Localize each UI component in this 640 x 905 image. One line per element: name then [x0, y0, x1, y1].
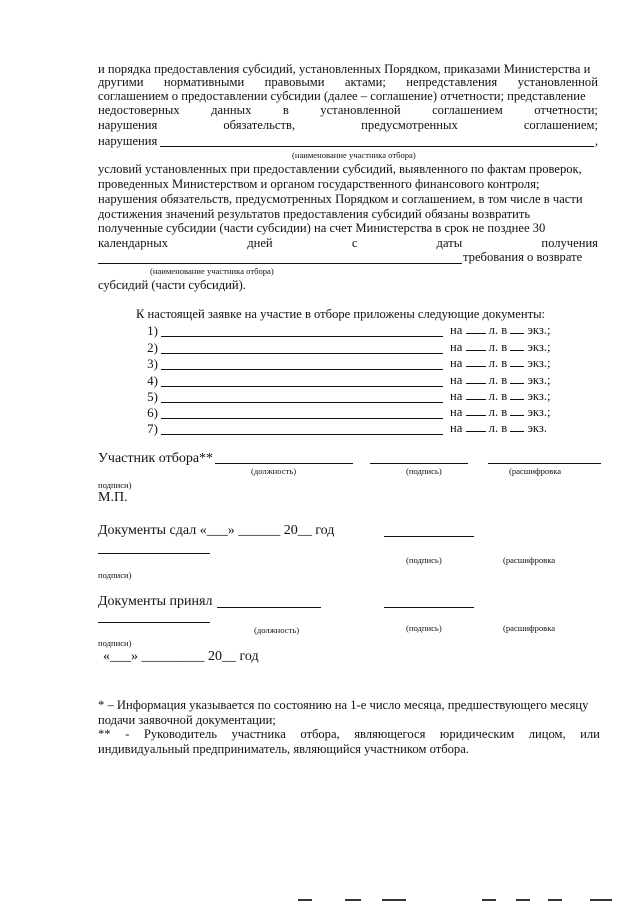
na-label: на [450, 405, 463, 419]
item-tail [450, 405, 550, 420]
decode-caption-end: подписи) [98, 570, 132, 580]
paragraph-line-10: достижения значений результатов предоставления субсидий обязаны возвратить [98, 207, 531, 221]
signature-caption: (подпись) [406, 623, 442, 633]
pages-field[interactable] [466, 421, 486, 432]
word: нарушения [98, 118, 158, 132]
word: актами; [344, 75, 386, 89]
footnote-2-line-2: индивидуальный предприниматель, являющийся участником отбора. [98, 742, 469, 756]
na-label: на [450, 373, 463, 387]
word: получения [541, 236, 598, 250]
paragraph-line-8: проведенных Министерством и органом государственного финансового контроля; [98, 177, 540, 191]
scan-artifact [548, 899, 562, 901]
participant-name-field[interactable] [160, 146, 594, 147]
l-label: л. в [488, 356, 508, 370]
word: дней [247, 236, 273, 250]
na-label: на [450, 323, 463, 337]
participant-name-caption: (наименование участника отбора) [292, 150, 416, 160]
participant-label: Участник отбора** [98, 451, 214, 466]
document-name-field[interactable] [161, 353, 443, 354]
pages-field[interactable] [466, 340, 486, 351]
footnote-1-line-1: * – Информация указывается по состоянию на 1-е число месяца, предшествующего месяцу [98, 698, 589, 712]
decode-caption: (расшифровка [503, 623, 556, 633]
decode-caption-end: подписи) [98, 480, 132, 490]
word: недостоверных [98, 103, 180, 117]
word: соглашением [432, 103, 503, 117]
paragraph-line-13-end: требования о возврате [463, 250, 583, 264]
item-number: 4) [147, 373, 158, 388]
word: являющегося [354, 727, 426, 741]
pages-field[interactable] [466, 356, 486, 367]
paragraph-line-12 [98, 236, 598, 250]
word: предусмотренных [361, 118, 458, 132]
l-label: л. в [488, 323, 508, 337]
na-label: на [450, 356, 463, 370]
item-tail [450, 421, 547, 436]
docs-received-label: Документы принял [98, 594, 213, 609]
copies-field[interactable] [510, 389, 524, 400]
item-tail [450, 356, 550, 371]
copies-field[interactable] [510, 356, 524, 367]
word: отчетности; [534, 103, 598, 117]
na-label: на [450, 389, 463, 403]
word: соглашением; [523, 118, 598, 132]
participant-name-field-2[interactable] [98, 263, 462, 264]
paragraph-line-3: соглашением о предоставлении субсидии (далее – соглашение) отчетности; представление [98, 89, 586, 103]
ekz-label: экз.; [527, 356, 551, 370]
position-caption: (должность) [251, 466, 297, 476]
pages-field[interactable] [466, 373, 486, 384]
pages-field[interactable] [466, 389, 486, 400]
paragraph-line-5 [98, 118, 598, 132]
participant-position-field[interactable] [215, 463, 353, 464]
l-label: л. в [488, 373, 508, 387]
document-name-field[interactable] [161, 434, 443, 435]
ekz-label: экз.; [527, 373, 551, 387]
paragraph-line-4 [98, 103, 598, 117]
copies-field[interactable] [510, 323, 524, 334]
scan-artifact [516, 899, 530, 901]
footnote-2-line-1 [98, 727, 600, 741]
item-tail [450, 323, 550, 338]
decode-caption-end: подписи) [98, 638, 132, 648]
word: в [282, 103, 289, 117]
decode-caption: (расшифровка [509, 466, 562, 476]
participant-name-caption-2: (наименование участника отбора) [150, 266, 274, 276]
ekz-label: экз.; [527, 323, 551, 337]
document-name-field[interactable] [161, 386, 443, 387]
signature-caption: (подпись) [406, 466, 442, 476]
word: даты [436, 236, 463, 250]
paragraph-line-7: условий установленных при предоставлении субсидий, выявленного по фактам проверок, [98, 162, 582, 176]
submitted-signature-field[interactable] [384, 536, 474, 537]
l-label: л. в [488, 340, 508, 354]
stamp-label: М.П. [98, 490, 128, 505]
word: правовыми [264, 75, 325, 89]
received-name-field[interactable] [217, 607, 321, 608]
word: данных [211, 103, 252, 117]
item-tail [450, 340, 550, 355]
word: участника [231, 727, 286, 741]
scan-artifact [345, 899, 361, 901]
word: или [580, 727, 600, 741]
item-number: 3) [147, 356, 158, 371]
item-number: 5) [147, 389, 158, 404]
word: установленной [517, 75, 598, 89]
document-name-field[interactable] [161, 336, 443, 337]
item-number: 6) [147, 405, 158, 420]
scan-artifact [298, 899, 312, 901]
scan-artifact [382, 899, 406, 901]
pages-field[interactable] [466, 405, 486, 416]
copies-field[interactable] [510, 421, 524, 432]
item-number: 7) [147, 421, 158, 436]
decode-caption: (расшифровка [503, 555, 556, 565]
word: ** [98, 727, 111, 741]
submitted-position-field[interactable] [98, 553, 210, 554]
signature-caption: (подпись) [406, 555, 442, 565]
word: календарных [98, 236, 169, 250]
l-label: л. в [488, 405, 508, 419]
received-signature-field[interactable] [384, 607, 474, 608]
copies-field[interactable] [510, 373, 524, 384]
copies-field[interactable] [510, 405, 524, 416]
paragraph-line-2 [98, 75, 598, 89]
copies-field[interactable] [510, 340, 524, 351]
scan-artifact [590, 899, 612, 901]
paragraph-line-1: и порядка предоставления субсидий, установленных Порядком, приказами Министерства и [98, 62, 591, 76]
attachments-intro: К настоящей заявке на участие в отборе приложены следующие документы: [136, 307, 546, 321]
na-label: на [450, 421, 463, 435]
footnote-1-line-2: подачи заявочной документации; [98, 713, 276, 727]
word: отбора, [300, 727, 340, 741]
pages-field[interactable] [466, 323, 486, 334]
position-caption: (должность) [254, 625, 300, 635]
item-tail [450, 389, 550, 404]
ekz-label: экз.; [527, 340, 551, 354]
ekz-label: экз.; [527, 389, 551, 403]
paragraph-line-6-start: нарушения [98, 134, 158, 148]
document-name-field[interactable] [161, 418, 443, 419]
word: Руководитель [143, 727, 217, 741]
paragraph-line-14: субсидий (части субсидий). [98, 278, 246, 292]
scan-artifact [482, 899, 496, 901]
paragraph-line-6-end: , [595, 134, 599, 148]
word: нормативными [163, 75, 245, 89]
received-position-field[interactable] [98, 622, 210, 623]
document-name-field[interactable] [161, 402, 443, 403]
docs-submitted-label: Документы сдал «___» ______ 20__ год [98, 523, 335, 538]
word: другими [98, 75, 144, 89]
l-label: л. в [488, 421, 508, 435]
item-number: 2) [147, 340, 158, 355]
ekz-label: экз. [527, 421, 547, 435]
l-label: л. в [488, 389, 508, 403]
word: лицом, [528, 727, 566, 741]
word: юридическим [439, 727, 515, 741]
participant-decode-field[interactable] [488, 463, 601, 464]
word: с [351, 236, 358, 250]
document-name-field[interactable] [161, 369, 443, 370]
word: обязательств, [223, 118, 296, 132]
item-tail [450, 373, 550, 388]
na-label: на [450, 340, 463, 354]
received-date-line: «___» _________ 20__ год [103, 649, 259, 664]
participant-signature-field[interactable] [370, 463, 468, 464]
word: непредставления [406, 75, 498, 89]
word: - [125, 727, 130, 741]
word: установленной [320, 103, 401, 117]
ekz-label: экз.; [527, 405, 551, 419]
paragraph-line-9: нарушения обязательств, предусмотренных Порядком и соглашением, в том числе в части [98, 192, 583, 206]
item-number: 1) [147, 323, 158, 338]
paragraph-line-11: полученные субсидии (части субсидии) на счет Министерства в срок не позднее 30 [98, 221, 546, 235]
